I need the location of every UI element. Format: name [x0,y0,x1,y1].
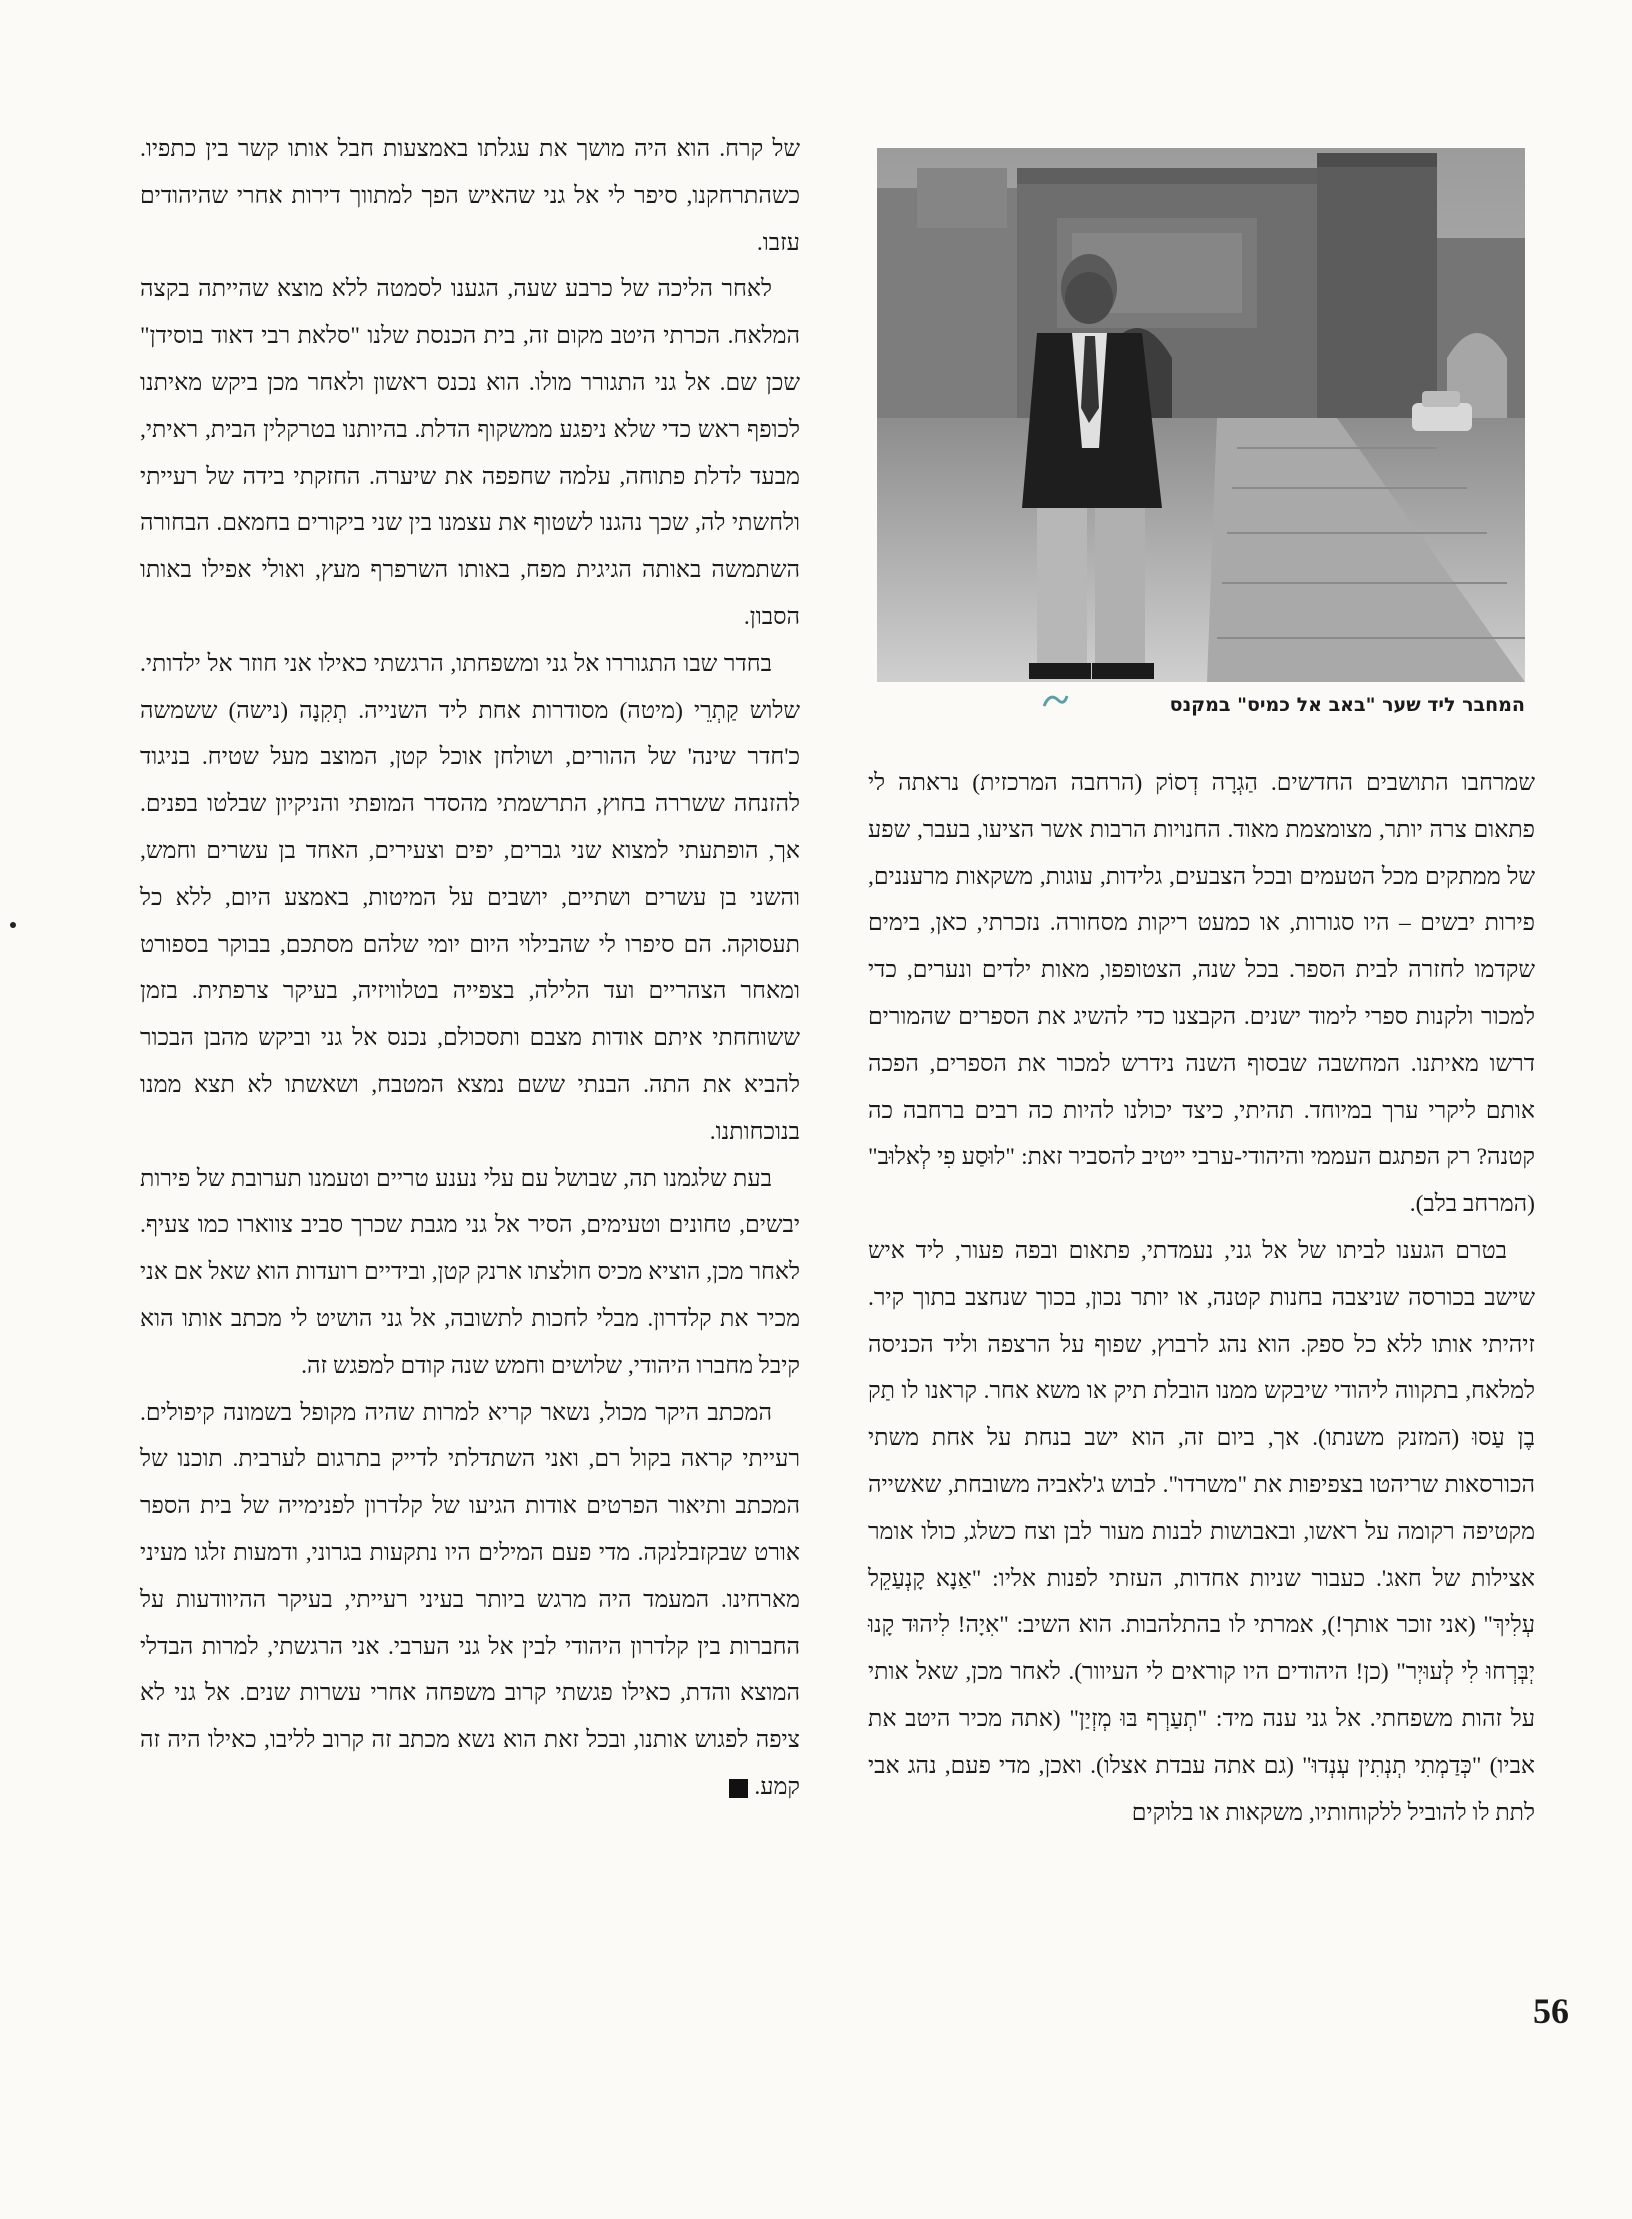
right-text-column [868,760,1535,1836]
scan-dot-icon [8,920,18,930]
paragraph: בעת שלגמנו תה, שבושל עם עלי נענע טריים וטעמנו תערובת של פירות יבשים, טחונים וטעימים, הסיר אל גני מגבת שכרך סביב צווארו כמו צעיף. לאחר מכן, הוציא מכיס חולצתו ארנק קטן, ובידיים רועדות הוא שאל אם אני מכיר את קלדרון. מבלי לחכות לתשובה, אל גני הושיט לי מכתב אותו הוא קיבל מחברו היהודי, שלושים וחמש שנה קודם למפגש זה. [140,1165,800,1379]
paragraph-last [140,1390,800,1811]
gate-photo-illustration [877,148,1525,682]
left-text-column [140,126,800,1811]
paragraph-text: המכתב היקר מכול, נשאר קריא למרות שהיה מקופל בשמונה קיפולים. רעייתי קראה בקול רם, ואני השתדלתי לדייק בתרגום לערבית. תוכנו של המכתב ותיאור הפרטים אודות הגיעו של קלדרון לפנימייה של בית הספר אורט שבקזבלנקה. מדי פעם המילים היו נתקעות בגרוני, ודמעות זלגו מעיני מארחינו. המעמד היה מרגש ביותר בעיני רעייתי, בעיקר ההיוודעות על החברות בין קלדרון היהודי לבין אל גני הערבי. אני הרגשתי, למרות הבדלי המוצא והדת, כאילו פגשתי קרוב משפחה אחרי עשרות שנים. אל גני לא ציפה לפגוש אותנו, ובכל זאת הוא נשא מכתב זה קרוב לליבו, כאילו היה זה קמע. [140,1399,800,1800]
paragraph: בחדר שבו התגוררו אל גני ומשפחתו, הרגשתי כאילו אני חוזר אל ילדותי. שלוש קַתְרֵי (מיטה) מסודרות אחת ליד השנייה. תְקִנָה (נישה) ששמשה כ'חדר שינה' של ההורים, ושולחן אוכל קטן, המוצב מעל שטיח. בניגוד להזנחה ששררה בחוץ, התרשמתי מהסדר המופתי והניקיון שבלטו בפנים. אך, הופתעתי למצוא שני גברים, יפים וצעירים, האחד בן עשרים וחמש, והשני בן עשרים ושתיים, יושבים על המיטות, באמצע היום, ללא כל תעסוקה. הם סיפרו לי שהבילוי היום יומי שלהם מסתכם, בבוקר בספורט ומאחר הצהריים ועד הלילה, בצפייה בטלוויזיה, בעיקר צרפתית. בזמן ששוחחתי איתם אודות מצבם ותסכולם, נכנס אל גני וביקש מהבן הבכור להביא את התה. הבנתי ששם נמצא המטבח, ושאשתו לא תצא ממנו בנוכחותנו. [140,650,800,1145]
page-number: 56 [1533,1991,1569,2031]
end-of-article-mark [729,1779,748,1798]
author-photo [877,148,1525,682]
scan-smudge-icon [1040,690,1070,714]
paragraph: של קרח. הוא היה מושך את עגלתו באמצעות חבל אותו קשר בין כתפיו. כשהתרחקנו, סיפר לי אל גני שהאיש הפך למתווך דירות אחרי שהיהודים עזבו. [140,136,800,256]
paragraph: לאחר הליכה של כרבע שעה, הגענו לסמטה ללא מוצא שהייתה בקצה המלאח. הכרתי היטב מקום זה, בית הכנסת שלנו "סלאת רבי דאוד בוסידן" שכן שם. אל גני התגורר מולו. הוא נכנס ראשון ולאחר מכן ביקש מאיתנו לכופף ראש כדי שלא ניפגע ממשקוף הדלת. בהיותנו בטרקלין הבית, ראיתי, מבעד לדלת פתוחה, עלמה שחפפה את שיערה. החזקתי בידה של רעייתי ולחשתי לה, שכך נהגנו לשטוף את עצמנו בין שני ביקורים בחמאם. הבחורה השתמשה באותה הגיגית מפח, באותו השרפרף מעץ, ואולי אפילו באותו הסבון. [140,276,800,630]
photo-caption: המחבר ליד שער "באב אל כמיס" במקנס [1169,694,1525,716]
paragraph: שמרחבו התושבים החדשים. הַגְרָה דְסוֹק (הרחבה המרכזית) נראתה לי פתאום צרה יותר, מצומצמת מאוד. החנויות הרבות אשר הציעו, בעבר, שפע של ממתקים מכל הטעמים ובכל הצבעים, גלידות, עוגות, משקאות מרעננים, פירות יבשים – היו סגורות, או כמעט ריקות מסחורה. נזכרתי, כאן, בימים שקדמו לחזרה לבית הספר. בכל שנה, הצטופפו, מאות ילדים ונערים, כדי למכור ולקנות ספרי לימוד ישנים. הקבצנו כדי להשיג את הספרים שהמורים דרשו מאיתנו. המחשבה שבסוף השנה נידרש למכור את הספרים, הפכה אותם ליקרי ערך במיוחד. תהיתי, כיצד יכולנו להיות כה רבים ברחבה כה קטנה? רק הפתגם העממי והיהודי-ערבי ייטיב להסביר זאת: "לוּסַע פִי לְאלוּב" (המרחב בלב). [868,770,1535,1218]
paragraph: בטרם הגענו לביתו של אל גני, נעמדתי, פתאום ובפה פעור, ליד איש שישב בכורסה שניצבה בחנות קטנה, או יותר נכון, בכוך שנחצב בתוך קיר. זיהיתי אותו ללא כל ספק. הוא נהג לרבוץ, שפוף על הרצפה וליד הכניסה למלאח, בתקווה ליהודי שיבקש ממנו הובלת תיק או משא אחר. קראנו לו תַק בֶן עַסוּ (המזנק משנתו). אך, ביום זה, הוא ישב בנחת על אחת משתי הכורסאות שריהטו בצפיפות את "משרדו". לבוש ג'לאביה משובחת, שאשייה מקטיפה רקומה על ראשו, ובאבושות לבנות מעור לבן וצח כשלג, כולו אומר אצילות של חאג'. כעבור שניות אחדות, העזתי לפנות אליו: "אַנָא קָנְעַקֵל עְלִיךְ" (אני זוכר אותך!), אמרתי לו בהתלהבות. הוא השיב: "אִיָה! לִיהוּד קָנוּ יְבְּרְחוּ לִי לְעוּיְר" (כן! היהודים היו קוראים לי העיוור). לאחר מכן, שאל אותי על זהות משפחתי. אל גני ענה מיד: "תְעַרְף בּוּ מְזְיַן" (אתה מכיר היטב את אביו) "כְּדַמְתִי תְנְתִין עְנְדוּ" (גם אתה עבדת אצלו). ואכן, מדי פעם, נהג אבי לתת לו להוביל ללקוחותיו, משקאות או בלוקים [868,1237,1535,1826]
